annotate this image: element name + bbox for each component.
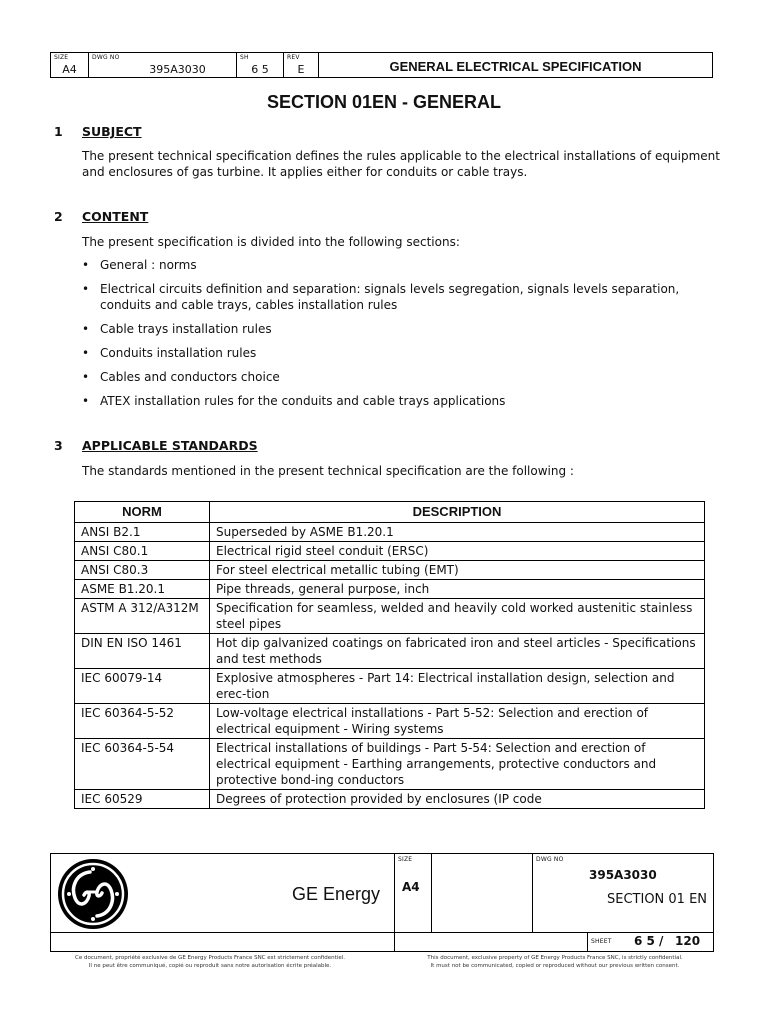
dwg-value: 395A3030 [589,868,657,882]
norm-column-header: NORM [75,502,210,523]
rev-label: REV [287,54,300,61]
norm-cell: IEC 60529 [75,790,210,809]
section-title: SECTION 01EN - GENERAL [266,92,502,112]
norm-cell: ANSI B2.1 [75,523,210,542]
list-item-text: General : norms [100,258,197,272]
description-cell: Explosive atmospheres - Part 14: Electrical installation design, selection and erec-tion [210,669,705,704]
disclaimer-english [395,954,715,970]
description-cell: For steel electrical metallic tubing (EMT) [210,561,705,580]
description-column-header: DESCRIPTION [210,502,705,523]
section-3-number: 3 [54,438,63,453]
norm-cell: DIN EN ISO 1461 [75,634,210,669]
sheet-label: SH [240,54,249,61]
top-title-block [50,52,713,78]
list-item [82,369,722,385]
table-header-row [75,502,705,523]
description-cell: Specification for seamless, welded and heavily cold worked austenitic stainless steel pipes [210,599,705,634]
norm-cell: ASME B1.20.1 [75,580,210,599]
table-row [75,599,705,634]
sheet-label: SHEET [591,938,612,945]
bullet-icon: • [82,394,90,408]
list-item-text: Cables and conductors choice [100,370,280,384]
dwg-label: DWG NO [536,856,564,863]
disclaimer-english-line-1: This document, exclusive property of GE Energy Products France SNC, is strictly confidential. [427,955,683,961]
norm-cell: IEC 60079-14 [75,669,210,704]
description-cell: Superseded by ASME B1.20.1 [210,523,705,542]
size-label: SIZE [398,856,413,863]
list-item-text: Conduits installation rules [100,346,257,360]
norm-cell: ANSI C80.1 [75,542,210,561]
disclaimer-french [50,954,370,970]
list-item [82,393,722,409]
description-cell: Hot dip galvanized coatings on fabricated iron and steel articles - Specifications and test methods [210,634,705,669]
bullet-icon: • [82,370,90,384]
table-row [75,561,705,580]
section-3-heading: APPLICABLE STANDARDS [82,438,258,453]
section-1-heading: SUBJECT [82,124,142,139]
section-3-text: The standards mentioned in the present technical specification are the following : [82,464,574,478]
table-row [75,523,705,542]
document-title: GENERAL ELECTRICAL SPECIFICATION [389,59,642,74]
list-item [82,257,722,273]
list-item-text: Cable trays installation rules [100,322,272,336]
list-item [82,281,722,313]
description-cell: Electrical rigid steel conduit (ERSC) [210,542,705,561]
company-name: GE Energy [292,884,381,904]
disclaimer-english-line-2: It must not be communicated, copied or reproduced without our previous written consent. [430,963,680,969]
divider [394,854,395,951]
divider [532,854,533,932]
sheet-value: 6 5 / [634,934,664,948]
bullet-icon: • [82,322,90,336]
dwg-value: 395A3030 [149,63,206,76]
description-cell: Electrical installations of buildings - Part 5-54: Selection and erection of electrical equipment - Earthing arrangements, protective conductors and protective bond-ing conductors [210,739,705,790]
content-bullet-list [82,257,722,417]
sheet-cell [237,53,284,77]
list-item [82,345,722,361]
divider [51,932,713,933]
table-row [75,704,705,739]
table-row [75,542,705,561]
divider [431,854,432,932]
norm-cell: IEC 60364-5-54 [75,739,210,790]
section-2-text: The present specification is divided into the following sections: [82,235,460,249]
table-row [75,580,705,599]
standards-table [74,501,705,809]
section-2-number: 2 [54,209,63,224]
dwg-cell [89,53,237,77]
section-1-text: The present technical specification defines the rules applicable to the electrical installations of equipment and enclosures of gas turbine. It applies either for conduits or cable trays. [82,149,720,179]
disclaimer-french-line-2: Il ne peut être communiqué, copié ou reproduit sans notre autorisation écrite préalable. [88,963,332,969]
table-row [75,669,705,704]
sheet-total: 120 [675,934,701,948]
disclaimer-french-line-1: Ce document, propriété exclusive de GE Energy Products France SNC est strictement confidentiel. [75,955,345,961]
size-value: A4 [402,880,420,894]
norm-cell: IEC 60364-5-52 [75,704,210,739]
rev-cell [284,53,319,77]
list-item-text: ATEX installation rules for the conduits and cable trays applications [100,394,506,408]
section-1-number: 1 [54,124,63,139]
section-2-heading: CONTENT [82,209,149,224]
section-value: SECTION 01 EN [607,892,708,907]
norm-cell: ANSI C80.3 [75,561,210,580]
bullet-icon: • [82,258,90,272]
bottom-title-block [50,853,714,952]
divider [587,932,588,951]
size-label: SIZE [54,54,69,61]
size-value: A4 [62,63,77,76]
list-item-text: Electrical circuits definition and separation: signals levels segregation, signals levels separation, conduits and cable trays, cables installation rules [100,282,680,312]
ge-monogram-logo-icon [57,858,129,930]
bullet-icon: • [82,346,90,360]
description-cell: Low-voltage electrical installations - Part 5-52: Selection and erection of electrical equipment - Wiring systems [210,704,705,739]
dwg-label: DWG NO [92,54,120,61]
bullet-icon: • [82,282,90,296]
title-cell [319,53,712,77]
table-row [75,634,705,669]
list-item [82,321,722,337]
norm-cell: ASTM A 312/A312M [75,599,210,634]
table-row [75,739,705,790]
sheet-value: 6 5 [251,63,269,76]
table-row [75,790,705,809]
description-cell: Pipe threads, general purpose, inch [210,580,705,599]
size-cell [51,53,89,77]
rev-value: E [297,63,305,76]
description-cell: Degrees of protection provided by enclosures (IP code [210,790,705,809]
